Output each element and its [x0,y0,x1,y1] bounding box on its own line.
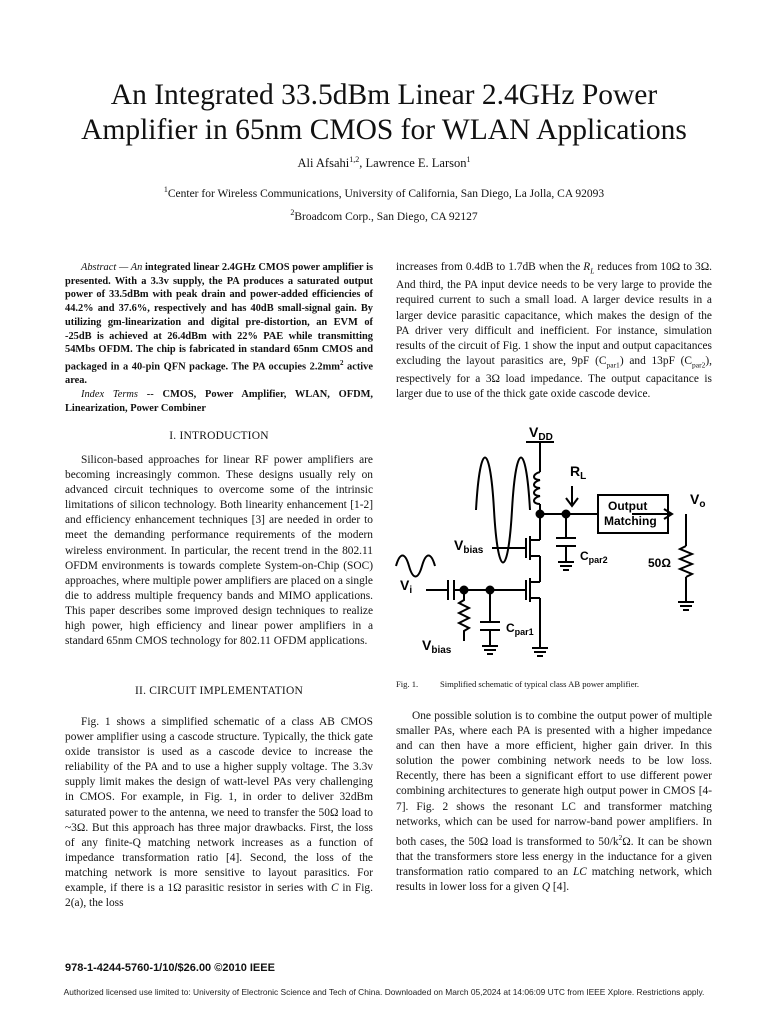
intro-heading: I. INTRODUCTION [169,430,269,442]
cpar1-label: $C_{par1}$ [506,621,534,637]
author-separator: , [359,156,366,171]
rc2-text-d: [4]. [550,880,570,893]
cpar1-subscript: par1 [606,360,620,370]
author-2-affil: 1 [466,155,471,164]
vi-label: $V_i$ [400,577,413,596]
circuit-heading: II. CIRCUIT IMPLEMENTATION [135,685,303,697]
abstract-end: active area. [65,361,373,387]
circuit-c-variable: C [331,882,339,895]
author-1: Ali Afsahi [297,156,350,171]
affiliation-1-mark: 1 [163,185,168,194]
affiliation-1 [0,185,768,200]
cpar2-subscript: par2 [692,360,706,370]
vo-label: $V_o$ [690,491,706,510]
circuit-paragraph [65,715,373,911]
affiliation-1-text: Center for Wireless Communications, University of California, San Diego, La Jolla, CA 92093 [167,187,605,200]
abstract-text: integrated linear 2.4GHz CMOS power amplifier is presented. With a 3.3v supply, the PA produces a saturated output power of 33.5dBm with peak drain and power-added efficiencies of 44.2% and 37.6%, respectively and has 40dB small-signal gain. By utilizing gm-linearization and digital pre-distortion, an EVM of -25dB is achieved at 26.4dBm with 22% PAE while transmitting 54Mbs OFDM. The chip is fabricated in standard 65nm CMOS and packaged in a 40-pin QFN package. The PA occupies 2.2mm [65,262,373,373]
abstract-label: Abstract [81,262,117,273]
rl-variable: R [583,261,591,273]
caption-label: Fig. 1. [396,679,419,689]
author-1-affil: 1,2 [349,155,360,164]
paper-title [40,78,728,148]
abstract-first-word: An [130,262,143,273]
rc2-text-a: One possible solution is to combine the output power of multiple smaller PAs, where each PA is presented with a higher impedance and can then have a more efficient, higher gain driver. In this solution the power combining network needs to be low loss. Recently, there has been a significant effort to use different power combining architectures to generate high output power in CMOS [4-7]. Fig. 2 shows the resonant LC and transformer matching networks, which can be used for narrow-band power amplifiers. In both cases, the 50Ω load is transformed to 50/k [396,710,712,848]
right-paragraph-2 [396,709,712,895]
index-terms-label: Index Terms [81,388,138,400]
affiliation-2-mark: 2 [290,208,295,217]
figure-1-schematic [392,420,722,670]
author-2: Lawrence E. Larson [365,156,467,171]
rl-label: $R_L$ [570,463,587,482]
caption-text: Simplified schematic of typical class AB power amplifier. [440,679,640,689]
rc2-sup: 2 [618,832,623,842]
title-line-1: An Integrated 33.5dBm Linear 2.4GHz Power [110,79,658,111]
rc-text-c: ) and 13pF (C [619,354,693,367]
lc-variable: LC [572,865,587,878]
title-line-2: Amplifier in 65nm CMOS for WLAN Applications [81,114,687,146]
rc-text-a: increases from 0.4dB to 1.7dB when the [396,261,584,273]
figure-1-caption [396,679,639,689]
license-notice: Authorized licensed use limited to: University of Electronic Science and Tech of China. Downloaded on March 05,2024 at 14:06:09 UTC from IEEE Xplore. Restrictions apply. [63,987,705,997]
q-variable: Q [541,880,551,893]
rc2-text-c: matching network, which results in lower loss for a given [396,865,712,893]
rc2-text-b: Ω. It can be shown that the transformers store less energy in the inductance for a given transformation ratio compared to an [396,835,712,878]
intro-paragraph [65,453,373,649]
affiliation-2 [0,208,768,223]
rl-subscript: L [590,266,595,276]
rc-text-d: ), respectively for a 3Ω load impedance. The output capacitance is larger due to use of the thick gate oxide cascode device. [396,354,712,401]
vbias-bottom-label: $V_{bias}$ [422,637,452,656]
abstract [65,261,373,415]
index-terms-text: -- CMOS, Power Amplifier, WLAN, OFDM, Linearization, Power Combiner [65,388,373,414]
vdd-label: $V_{DD}$ [529,424,553,443]
cpar2-label: $C_{par2}$ [580,549,608,565]
load-50-ohm-label: 50Ω [648,556,671,570]
right-paragraph-1 [396,260,712,402]
output-matching-line2: Matching [604,514,657,528]
abstract-sup: 2 [339,358,344,367]
circuit-text-end: in Fig. 2(a), the loss [65,882,373,910]
output-matching-line1: Output [608,499,648,513]
rc-text-b: reduces from 10Ω to 3Ω. And third, the PA input device needs to be very large to provide the required current to such a small load. A larger device results in a larger device parasitic capacitance, which makes the design of the PA driver very difficult and inefficient. For instance, simulation results of the circuit of Fig. 1 show the input and output capacitances excluding the layout parasitics are, 9pF (C [396,261,713,367]
copyright-footer: 978-1-4244-5760-1/10/$26.00 ©2010 IEEE [65,962,275,974]
circuit-text: Fig. 1 shows a simplified schematic of a class AB CMOS power amplifier using a cascode structure. Typically, the thick gate oxide transistor is used as a cascode device to increase the reliability of the PA and to use a higher supply voltage. The 3.3v supply limit makes the design of watt-level PAs very challenging in CMOS. For example, in Fig. 1, in order to deliver 32dBm saturated power to the antenna, we need to transfer the 50Ω load to ~3Ω. But this approach has three major drawbacks. First, the loss of any finite-Q matching network increases as a function of impedance transformation ratio [4]. Second, the loss of the matching network is more sensitive to layout parasitics. For example, if there is a 1Ω parasitic resistor in series with [65,716,373,895]
vbias-top-label: $V_{bias}$ [454,537,484,556]
author-list [0,155,768,171]
intro-text: Silicon-based approaches for linear RF power amplifiers are becoming increasingly common. These designs usually rely on advanced circuit techniques to overcome some of the intrinsic limitations of silicon technology. Both linearity enhancement [1-2] and efficiency enhancement techniques [3] are needed in order to meet the demanding performance requirements of the modern wireless environment. In particular, the recent trend in the 802.11 OFDM environments is towards complete System-on-Chip (SOC) approaches, where multiple power amplifiers are placed on a single die to address multiple frequency bands and MIMO applications. This paper describes some improved design techniques to realize high power, high efficiency and linear power amplifiers in a standard 65nm CMOS technology for 802.11 OFDM applications. [65,454,373,648]
abstract-dash: — [116,262,131,273]
affiliation-2-text: Broadcom Corp., San Diego, CA 92127 [294,210,478,223]
